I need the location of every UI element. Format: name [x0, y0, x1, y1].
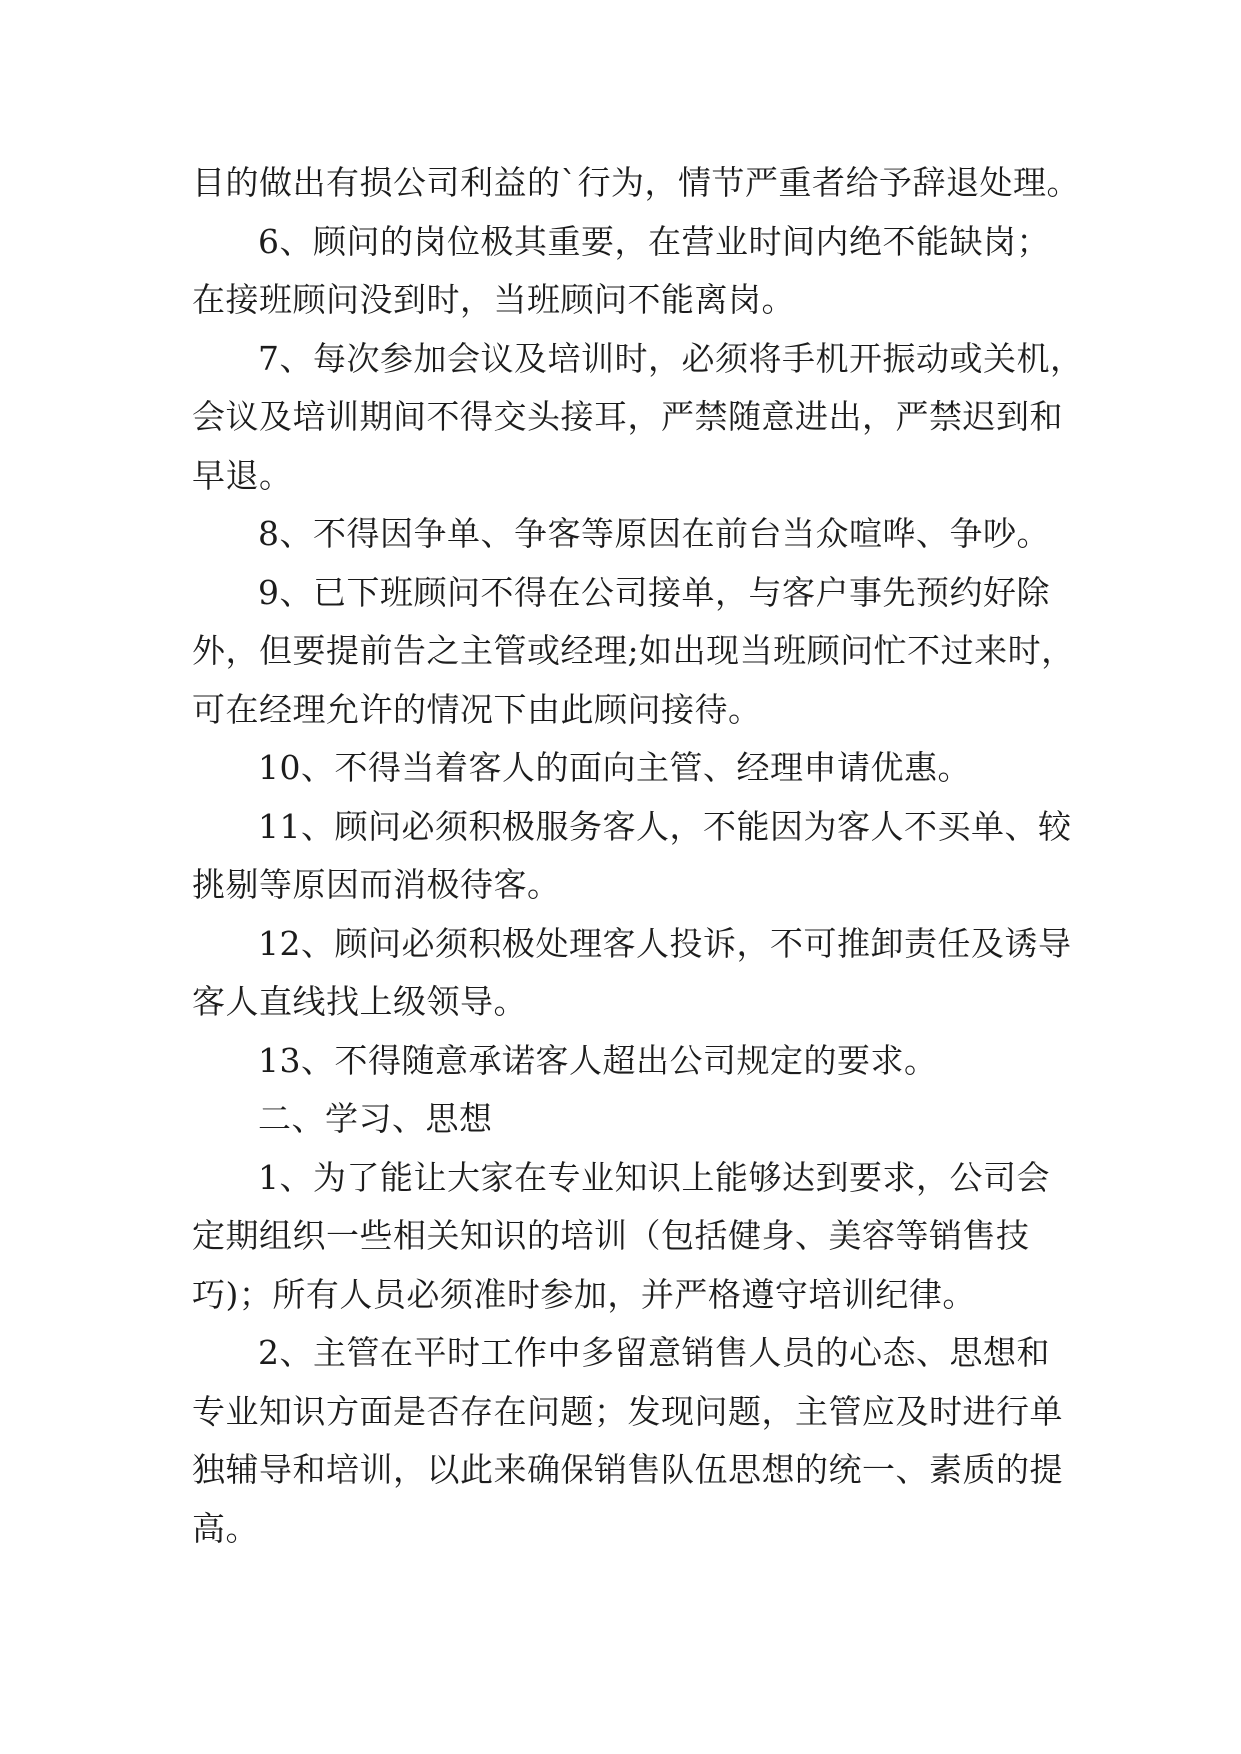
paragraph-item-7	[192, 330, 1084, 506]
text-line: 巧)；所有人员必须准时参加，并严格遵守培训纪律。	[192, 1274, 976, 1314]
section-heading-study-thinking	[192, 1090, 1056, 1149]
paragraph-item-12	[192, 915, 1072, 1032]
text-line: 8、不得因争单、争客等原因在前台当众喧哗、争吵。	[258, 514, 1050, 553]
text-line: 目的做出有损公司利益的`行为，情节严重者给予辞退处理。	[192, 163, 1080, 202]
text-line: 早退。	[192, 455, 293, 495]
text-line: 客人直线找上级领导。	[192, 982, 527, 1021]
text-line: 在接班顾问没到时，当班顾问不能离岗。	[192, 280, 795, 319]
text-line: 12、顾问必须积极处理客人投诉，不可推卸责任及诱导	[258, 923, 1072, 963]
text-line: 1、为了能让大家在专业知识上能够达到要求，公司会	[258, 1157, 1050, 1197]
section-heading: 二、学习、思想	[258, 1099, 493, 1138]
text-line: 9、已下班顾问不得在公司接单，与客户事先预约好除	[258, 572, 1050, 612]
paragraph-item-6	[192, 213, 1056, 330]
text-line: 挑剔等原因而消极待客。	[192, 865, 561, 904]
paragraph-item-10	[192, 739, 1056, 798]
text-line: 专业知识方面是否存在问题；发现问题，主管应及时进行单	[192, 1391, 1063, 1431]
paragraph-item-8	[192, 505, 1056, 564]
text-line: 外，但要提前告之主管或经理;如出现当班顾问忙不过来时，	[192, 631, 1075, 670]
paragraph-study-2	[192, 1324, 1063, 1558]
text-line: 定期组织一些相关知识的培训（包括健身、美容等销售技	[192, 1216, 1030, 1255]
text-line: 13、不得随意承诺客人超出公司规定的要求。	[258, 1040, 938, 1080]
paragraph-continuation	[192, 154, 1080, 213]
text-line: 高。	[192, 1508, 259, 1548]
text-line: 10、不得当着客人的面向主管、经理申请优惠。	[258, 748, 971, 787]
paragraph-study-1	[192, 1149, 1056, 1325]
text-line: 11、顾问必须积极服务客人，不能因为客人不买单、较	[258, 806, 1072, 846]
paragraph-item-9	[192, 564, 1075, 740]
document-body	[192, 154, 1084, 1558]
paragraph-item-13	[192, 1032, 1056, 1091]
text-line: 2、主管在平时工作中多留意销售人员的心态、思想和	[258, 1333, 1050, 1372]
paragraph-item-11	[192, 798, 1072, 915]
text-line: 独辅导和培训，以此来确保销售队伍思想的统一、素质的提	[192, 1450, 1063, 1489]
text-line: 会议及培训期间不得交头接耳，严禁随意进出，严禁迟到和	[192, 397, 1063, 436]
text-line: 6、顾问的岗位极其重要，在营业时间内绝不能缺岗；	[258, 221, 1050, 261]
text-line: 7、每次参加会议及培训时，必须将手机开振动或关机，	[258, 338, 1084, 378]
text-line: 可在经理允许的情况下由此顾问接待。	[192, 689, 762, 729]
